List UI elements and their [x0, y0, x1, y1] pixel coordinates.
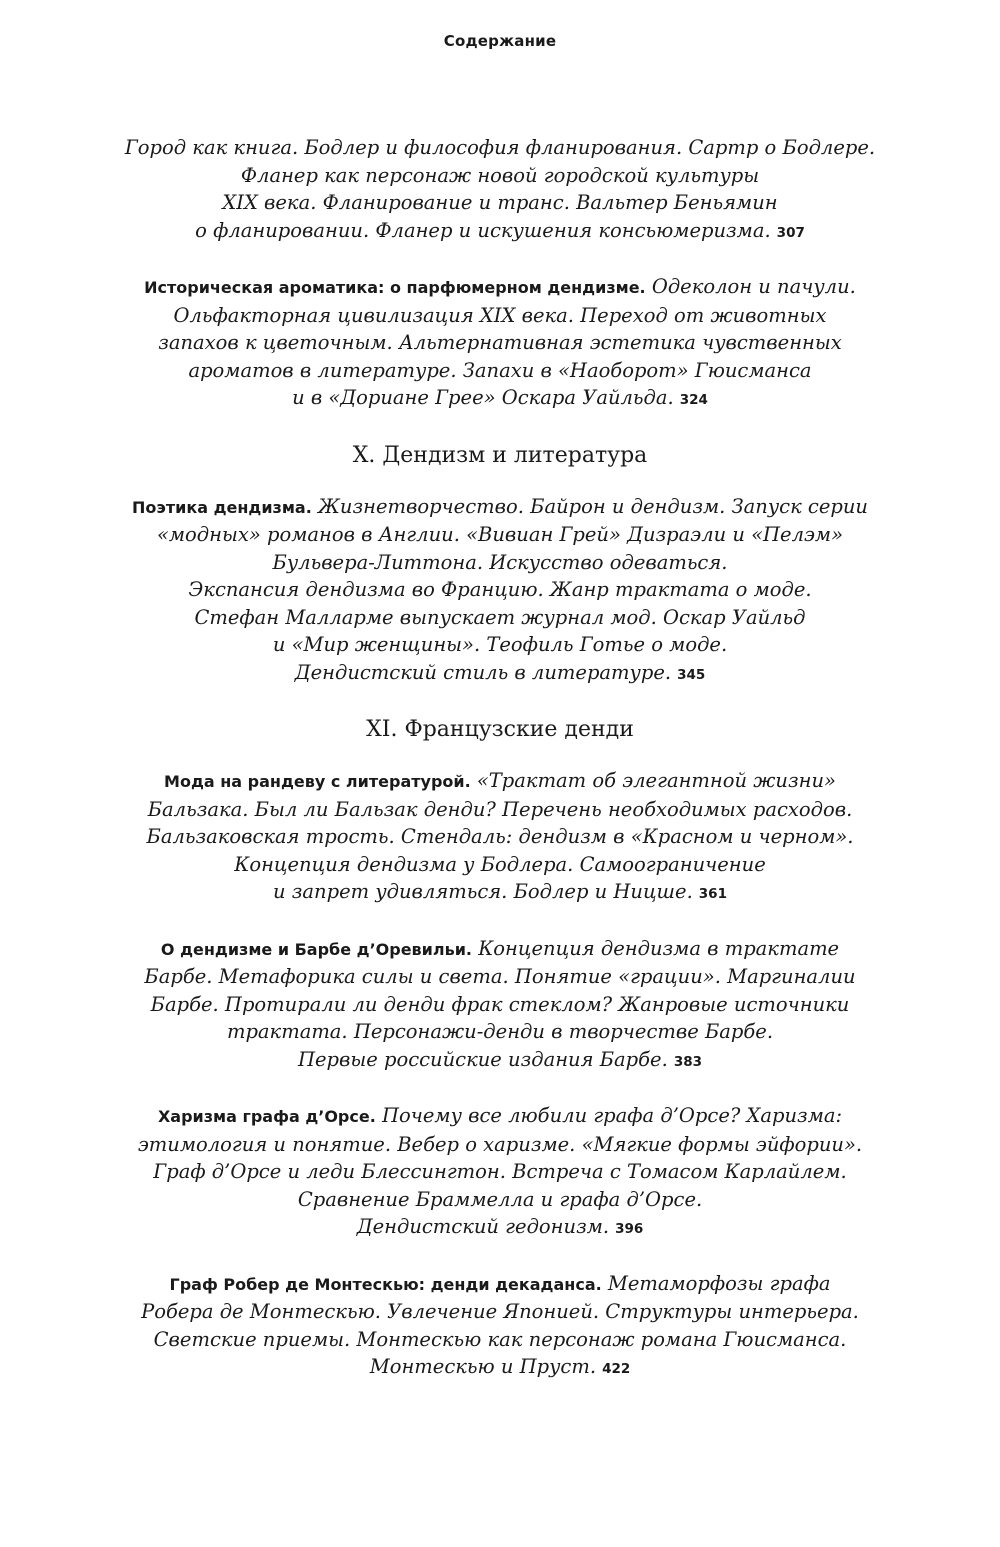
entry-line: трактата. Персонажи-денди в творчестве Барбе. [226, 1020, 774, 1043]
entry-line-last [60, 878, 940, 909]
entry-text: Дендистский гедонизм. [356, 1215, 610, 1238]
entry-line: Фланер как персонаж новой городской культуры [240, 163, 760, 187]
entry-line-first [60, 273, 940, 302]
toc-entry-flaneur [60, 134, 940, 247]
entry-line: ароматов в литературе. Запахи в «Наоборот» Гюисманса [188, 358, 812, 382]
entry-title[interactable]: Граф Робер де Монтескью: денди декаданса. [169, 1274, 602, 1294]
toc-entry-poetics [60, 493, 940, 690]
page-number[interactable]: 345 [677, 666, 706, 683]
toc-entry-montesquiou [60, 1270, 940, 1384]
entry-title[interactable]: Харизма графа д’Орсе. [157, 1107, 376, 1126]
entry-line: Бальзака. Был ли Бальзак денди? Перечень необходимых расходов. [147, 797, 853, 821]
page-number[interactable]: 396 [615, 1221, 644, 1237]
entry-text: Дендистский стиль в литературе. [294, 660, 672, 684]
entry-title[interactable]: Мода на рандеву с литературой. [164, 772, 471, 791]
entry-line: Светские приемы. Монтескью как персонаж романа Гюисманса. [153, 1327, 847, 1351]
entry-line-first [60, 935, 940, 964]
page-number[interactable]: 422 [602, 1361, 631, 1377]
page-number[interactable]: 383 [673, 1053, 702, 1070]
entry-line-last [60, 659, 940, 690]
entry-line: Сравнение Браммелла и графа д’Орсе. [297, 1187, 703, 1211]
entry-text: Концепция дендизма в трактате [478, 936, 840, 960]
entry-text: Первые российские издания Барбе. [297, 1047, 668, 1071]
entry-title[interactable]: О дендизме и Барбе д’Оревильи. [160, 939, 473, 959]
entry-text: и в «Дориане Грее» Оскара Уайльда. [292, 386, 674, 409]
entry-line: Граф д’Орсе и леди Блессингтон. Встреча с Томасом Карлайлем. [153, 1160, 847, 1183]
entry-title[interactable]: Историческая ароматика: о парфюмерном дендизме. [144, 278, 646, 297]
toc-entry-aromatics [60, 273, 940, 415]
entry-line: XIX века. Фланирование и транс. Вальтер Беньямин [222, 191, 778, 214]
entry-text: Метаморфозы графа [607, 1271, 831, 1295]
entry-line-last [60, 1046, 940, 1077]
entry-line: Экспансия дендизма во Францию. Жанр трактата о моде. [188, 578, 812, 601]
toc-content [60, 134, 940, 1410]
entry-line-last [60, 1213, 940, 1244]
entry-line-first [60, 1102, 940, 1131]
entry-line: этимология и понятие. Вебер о харизме. «Мягкие формы эйфории». [137, 1132, 863, 1156]
page-number[interactable]: 324 [679, 392, 708, 408]
entry-line: Город как книга. Бодлер и философия фланирования. Сартр о Бодлере. [124, 136, 876, 159]
entry-line: запахов к цветочным. Альтернативная эстетика чувственных [158, 331, 842, 354]
page-number[interactable]: 307 [776, 224, 805, 241]
entry-line: Барбе. Метафорика силы и света. Понятие «грации». Маргиналии [144, 965, 856, 988]
entry-text: Монтескью и Пруст. [369, 1355, 597, 1378]
entry-text: Одеколон и пачули. [651, 275, 856, 298]
chapter-title-x[interactable]: X. Дендизм и литература [352, 442, 648, 468]
entry-line: Барбе. Протирали ли денди фрак стеклом? Жанровые источники [150, 992, 850, 1016]
entry-line: и «Мир женщины». Теофиль Готье о моде. [272, 633, 728, 656]
entry-text: «Трактат об элегантной жизни» [476, 769, 836, 792]
entry-text: и запрет удивляться. Бодлер и Ницше. [273, 880, 693, 903]
page-number[interactable]: 361 [698, 886, 727, 902]
toc-entry-rendezvous [60, 767, 940, 909]
entry-line: Концепция дендизма у Бодлера. Самоограничение [234, 852, 766, 876]
page-header: Содержание [443, 32, 557, 50]
entry-line: «модных» романов в Англии. «Вивиан Грей» Дизраэли и «Пелэм» [156, 523, 844, 546]
entry-text: о фланировании. Фланер и искушения консьюмеризма. [195, 218, 771, 242]
entry-line: Робера де Монтескью. Увлечение Японией. Структуры интерьера. [141, 1300, 859, 1323]
entry-text: Жизнетворчество. Байрон и дендизм. Запуск серии [318, 494, 868, 518]
entry-line-first [60, 767, 940, 796]
toc-entry-dorsay [60, 1102, 940, 1244]
chapter-title-xi[interactable]: XI. Французские денди [366, 717, 634, 742]
entry-line: Ольфакторная цивилизация XIX века. Переход от животных [173, 303, 827, 327]
toc-entry-barbey [60, 935, 940, 1077]
entry-title[interactable]: Поэтика дендизма. [132, 497, 312, 517]
entry-line-last [60, 1353, 940, 1384]
entry-line: Бульвера-Литтона. Искусство одеваться. [272, 550, 728, 574]
entry-line-first [60, 493, 940, 522]
entry-line-last [60, 217, 940, 248]
entry-line-first [60, 1270, 940, 1299]
entry-line-last [60, 384, 940, 415]
entry-line: Бальзаковская трость. Стендаль: дендизм в «Красном и черном». [146, 825, 854, 848]
entry-text: Почему все любили графа д’Орсе? Харизма: [382, 1104, 843, 1127]
entry-line: Стефан Малларме выпускает журнал мод. Оскар Уайльд [194, 605, 806, 629]
